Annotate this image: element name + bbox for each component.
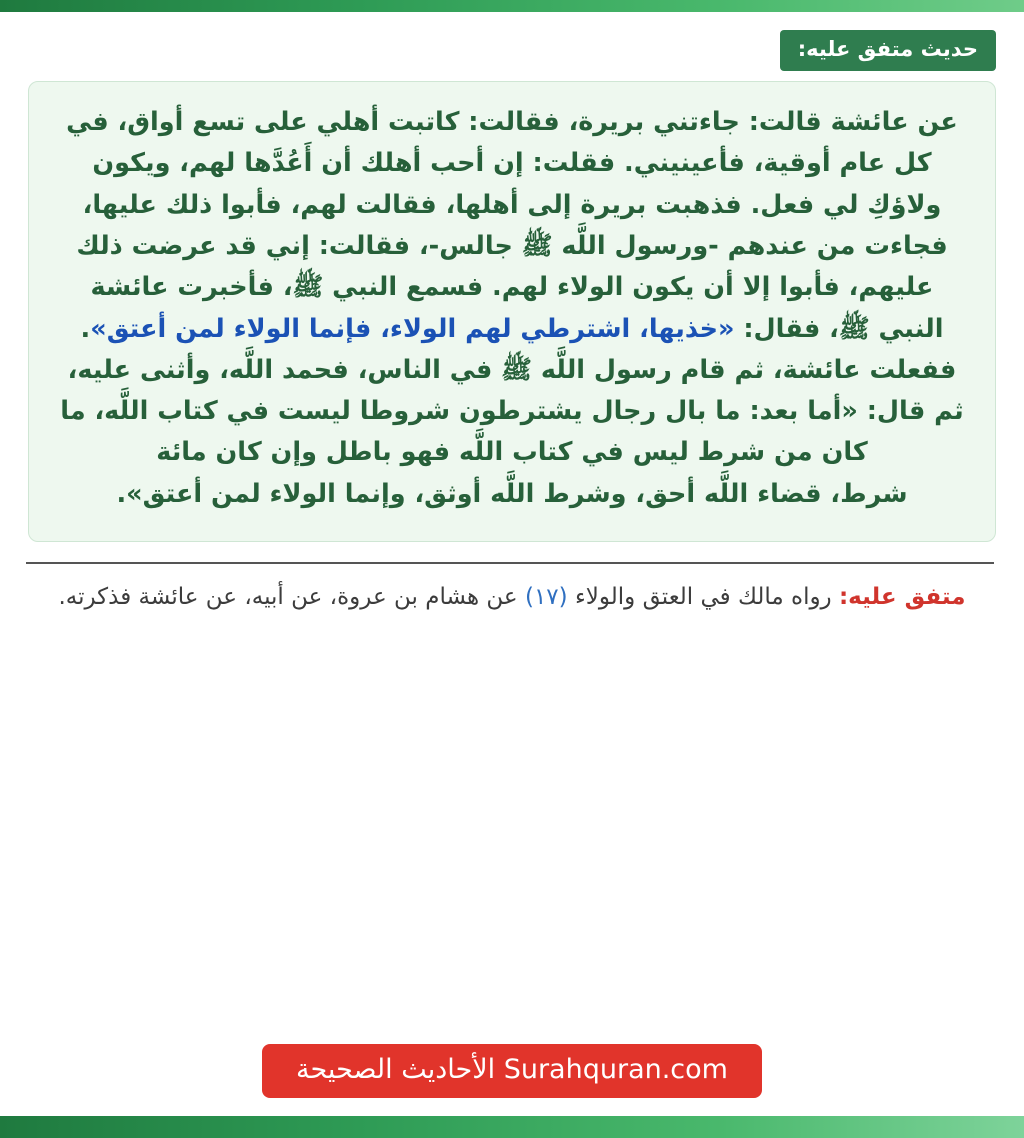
hadith-part-two: . ففعلت عائشة، ثم قام رسول اللَّه ﷺ في الناس، فحمد اللَّه، وأثنى عليه، ثم قال: «أما بعد: ما بال رجال يشترطون شروطا ليست في كتاب اللَّه، ما كان من شرط ليس في كتاب اللَّه فهو باطل وإن كان مائة (60, 313, 964, 468)
bottom-accent-bar (0, 1116, 1024, 1138)
status-badge: حديث متفق عليه: (780, 30, 996, 71)
source-reference-number: (١٧) (524, 584, 568, 611)
website-link-button[interactable] (262, 1044, 762, 1098)
hadith-part-three: شرط، قضاء اللَّه أحق، وشرط اللَّه أوثق، وإنما الولاء لمن أعتق». (116, 478, 908, 509)
top-accent-bar (0, 0, 1024, 12)
website-domain-label: Surahquran.com (503, 1054, 728, 1085)
website-arabic-label: الأحاديث الصحيحة (296, 1054, 496, 1085)
hadith-text-box (28, 81, 996, 542)
source-attribution (28, 580, 996, 616)
divider (26, 562, 994, 564)
footer-row (28, 1044, 996, 1110)
badge-row (28, 30, 996, 71)
source-text-before: رواه مالك في العتق والولاء (567, 584, 839, 611)
hadith-highlighted-quote: «خذيها، اشترطي لهم الولاء، فإنما الولاء لمن أعتق» (90, 313, 735, 344)
card-content (0, 12, 1024, 1116)
source-text-after: عن هشام بن عروة، عن أبيه، عن عائشة فذكرته. (58, 584, 525, 611)
hadith-part-one: عن عائشة قالت: جاءتني بريرة، فقالت: كاتبت أهلي على تسع أواق، في كل عام أوقية، فأعينيني. فقلت: إن أحب أهلك أن أَعُدَّها لهم، ويكون ولاؤكِ لي فعل. فذهبت بريرة إلى أهلها، فقالت لهم، فأبوا ذلك عليها، فجاءت من عندهم -ورسول اللَّه ﷺ جالس-، فقالت: إني قد عرضت ذلك عليهم، فأبوا إلا أن يكون الولاء لهم. فسمع النبي ﷺ، فأخبرت عائشة النبي ﷺ، فقال: (66, 107, 958, 344)
source-label: متفق عليه: (838, 584, 966, 611)
